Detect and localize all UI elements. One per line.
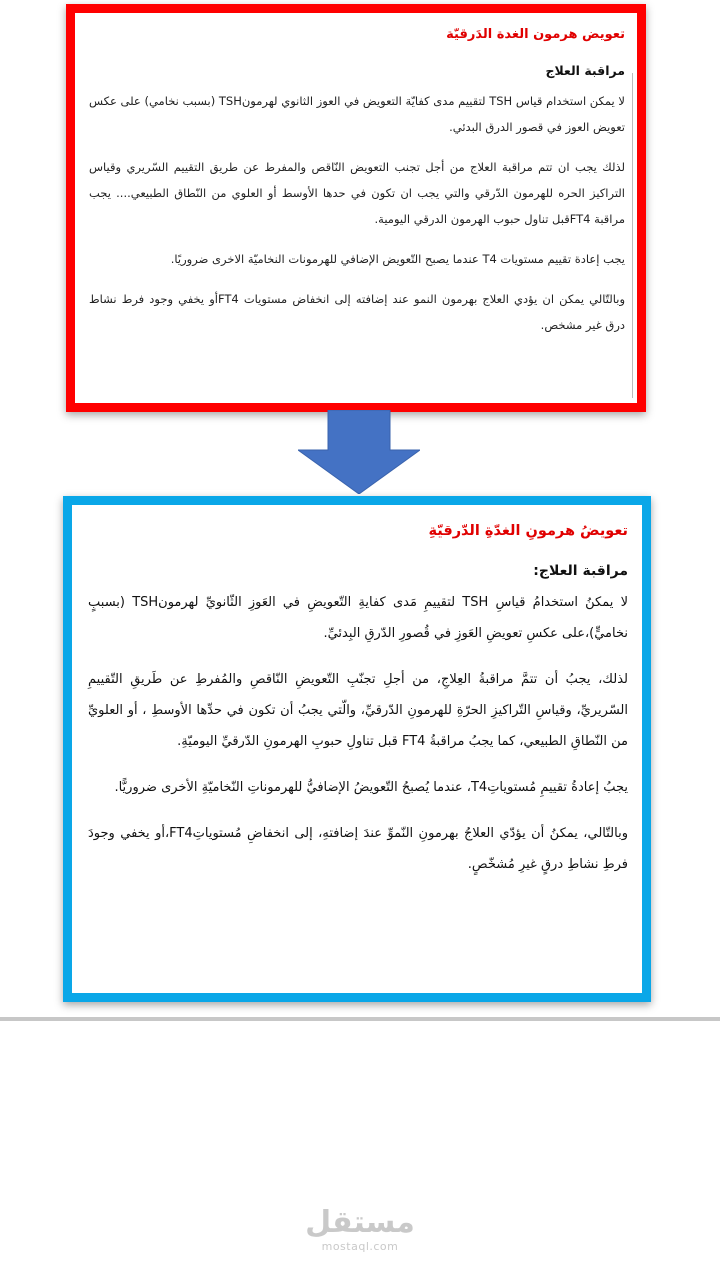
edited-paragraph-1: لا يمكنُ استخدامُ قياسِ TSH لتقييمِ مَدى كفايةِ التّعويضِ في العَوزِ الثّانويِّ لهرمونTSH (بسببٍ نخاميٍّ)،على عكسِ تعويضِ العَوزِ في قُصورِ الدّرقِ البِدئيِّ. <box>88 595 628 641</box>
original-text-card <box>66 4 646 412</box>
original-paragraph-2: لذلك يجب ان تتم مراقبة العلاج من أجل تجنب التعويض النّاقص والمفرط عن طريق التقييم السّريري وقياس التراكيز الحره للهرمون الدّرقي والتي يجب ان تكون في حدها الأوسط أو العلوي من النّطاق الطبيعي.... يجب مراقبة FT4قبل تناول حبوب الهرمون الدرقي اليومية. <box>89 160 625 226</box>
original-title: تعويض هرمون الغدة الدَرقيّة <box>446 27 625 42</box>
original-subtitle: مراقبة العلاج <box>545 63 625 78</box>
edited-subtitle: مراقبة العلاج: <box>533 563 628 579</box>
watermark-latin: mostaql.com <box>321 1240 399 1253</box>
edited-paragraph-3: يجبُ إعادةُ تقييمِ مُستوياتِT4، عندما يُصبحُ التّعويضُ الإضافيُّ للهرموناتِ النّخاميّةِ الأخرى ضروريًّا. <box>114 780 628 795</box>
edited-title: تعويضُ هرمونِ الغدّةِ الدّرقيّةِ <box>428 523 628 539</box>
arrow-down-icon <box>298 410 420 494</box>
original-paragraph-1: لا يمكن استخدام قياس TSH لتقييم مدى كفايّة التعويض في العوز الثانوي لهرمونTSH (بسبب نخامي) على عكس تعويض العوز في قصور الدرق البدئي. <box>89 94 625 134</box>
original-paragraph-3: يجب إعادة تقييم مستويات T4 عندما يصبح التّعويض الإضافي للهرمونات النخاميّة الاخرى ضروريًا. <box>170 252 625 266</box>
mostaql-watermark <box>300 1206 420 1254</box>
page-divider <box>0 1017 720 1021</box>
original-text-content <box>89 27 625 352</box>
edited-text-card <box>63 496 651 1002</box>
edited-paragraph-4: وبالتّالي، يمكنُ أن يؤدّي العلاجُ بهرمونِ النّموِّ عندَ إضافتهِ، إلى انخفاضِ مُستوياتِFT4،أو يخفي وجودَ فرطِ نشاطِ درقٍ غيرِ مُشخّصٍ. <box>88 826 628 872</box>
edited-paragraph-2: لذلك، يجبُ أن تتمَّ مراقبةُ العِلاجِ، من أجلِ تجنّبِ التّعويضِ النّاقصِ والمُفرطِ عن طَريقِ التّقييمِ السّريريِّ، وقياسِ التّراكيزِ الحرّةِ للهرمونِ الدّرقيِّ، والّتي يجبُ أن تكون في حدِّها الأوسطِ ، أو العلويِّ من النّطاقِ الطبيعي، كما يجبُ مراقبةُ FT4 قبل تناولِ حبوبِ الهرمونِ الدّرقيِّ اليوميّةِ. <box>88 672 628 749</box>
watermark-arabic: مستقل <box>305 1205 415 1240</box>
edited-text-content <box>88 519 628 895</box>
original-paragraph-4: وبالتّالي يمكن ان يؤدي العلاج بهرمون النمو عند إضافته إلى انخفاض مستويات FT4أو يخفي وجود فرط نشاط درق غير مشخص. <box>89 292 625 332</box>
margin-line <box>632 73 633 398</box>
